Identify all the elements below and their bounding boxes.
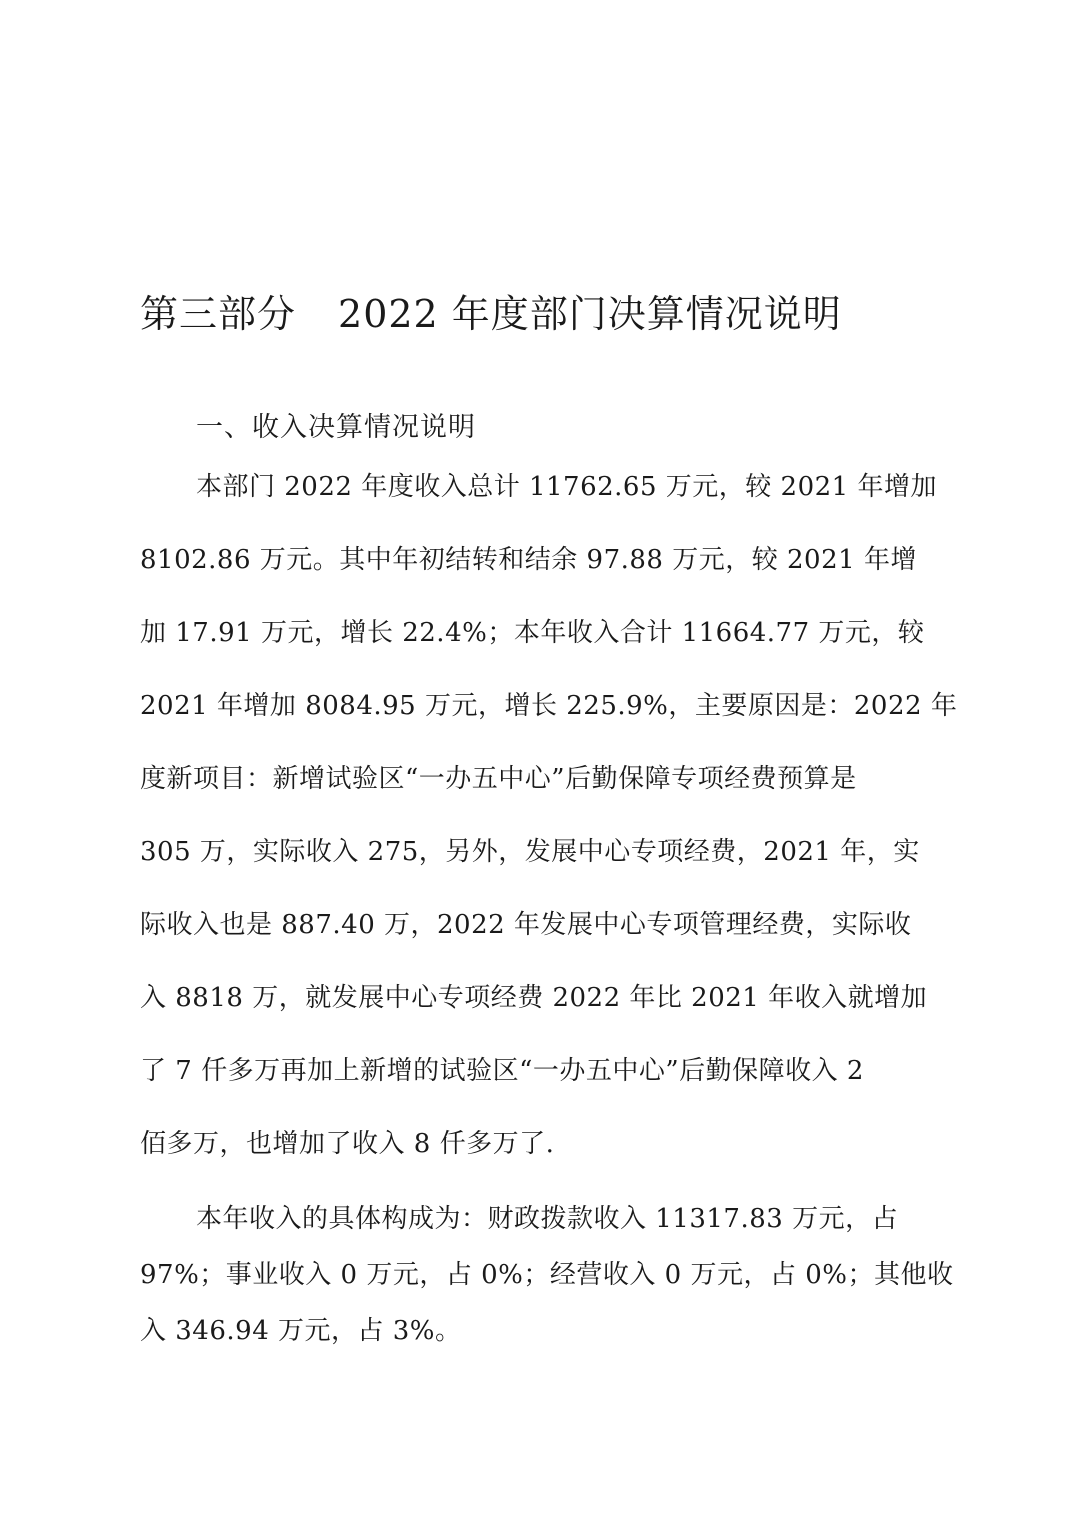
- paragraph-line: 8102.86 万元。其中年初结转和结余 97.88 万元，较 2021 年增: [140, 545, 917, 575]
- paragraph-line: 度新项目：新增试验区“一办五中心”后勤保障专项经费预算是: [140, 764, 857, 794]
- section-heading: 一、收入决算情况说明: [196, 412, 476, 443]
- paragraph-line: 本部门 2022 年度收入总计 11762.65 万元，较 2021 年增加: [196, 472, 937, 502]
- paragraph-line: 了 7 仟多万再加上新增的试验区“一办五中心”后勤保障收入 2: [140, 1056, 864, 1086]
- title-text: 2022 年度部门决算情况说明: [338, 292, 842, 336]
- paragraph-line: 本年收入的具体构成为：财政拨款收入 11317.83 万元，占: [196, 1204, 899, 1234]
- paragraph-line: 305 万，实际收入 275，另外，发展中心专项经费，2021 年，实: [140, 837, 920, 867]
- paragraph-income-total: [140, 451, 958, 1181]
- paragraph-line: 际收入也是 887.40 万，2022 年发展中心专项管理经费，实际收: [140, 910, 912, 940]
- title-part: 第三部分: [140, 292, 297, 336]
- paragraph-line: 佰多万，也增加了收入 8 仟多万了.: [140, 1129, 555, 1159]
- paragraph-line: 加 17.91 万元，增长 22.4%；本年收入合计 11664.77 万元，较: [140, 618, 925, 648]
- paragraph-line: 2021 年增加 8084.95 万元，增长 225.9%，主要原因是：2022 年: [140, 691, 958, 721]
- paragraph-line: 入 8818 万，就发展中心专项经费 2022 年比 2021 年收入就增加: [140, 983, 928, 1013]
- paragraph-line: 入 346.94 万元，占 3%。: [140, 1316, 462, 1346]
- paragraph-line: 97%；事业收入 0 万元，占 0%；经营收入 0 万元，占 0%；其他收: [140, 1260, 954, 1290]
- paragraph-income-composition: [140, 1191, 954, 1359]
- page-title: [140, 284, 940, 344]
